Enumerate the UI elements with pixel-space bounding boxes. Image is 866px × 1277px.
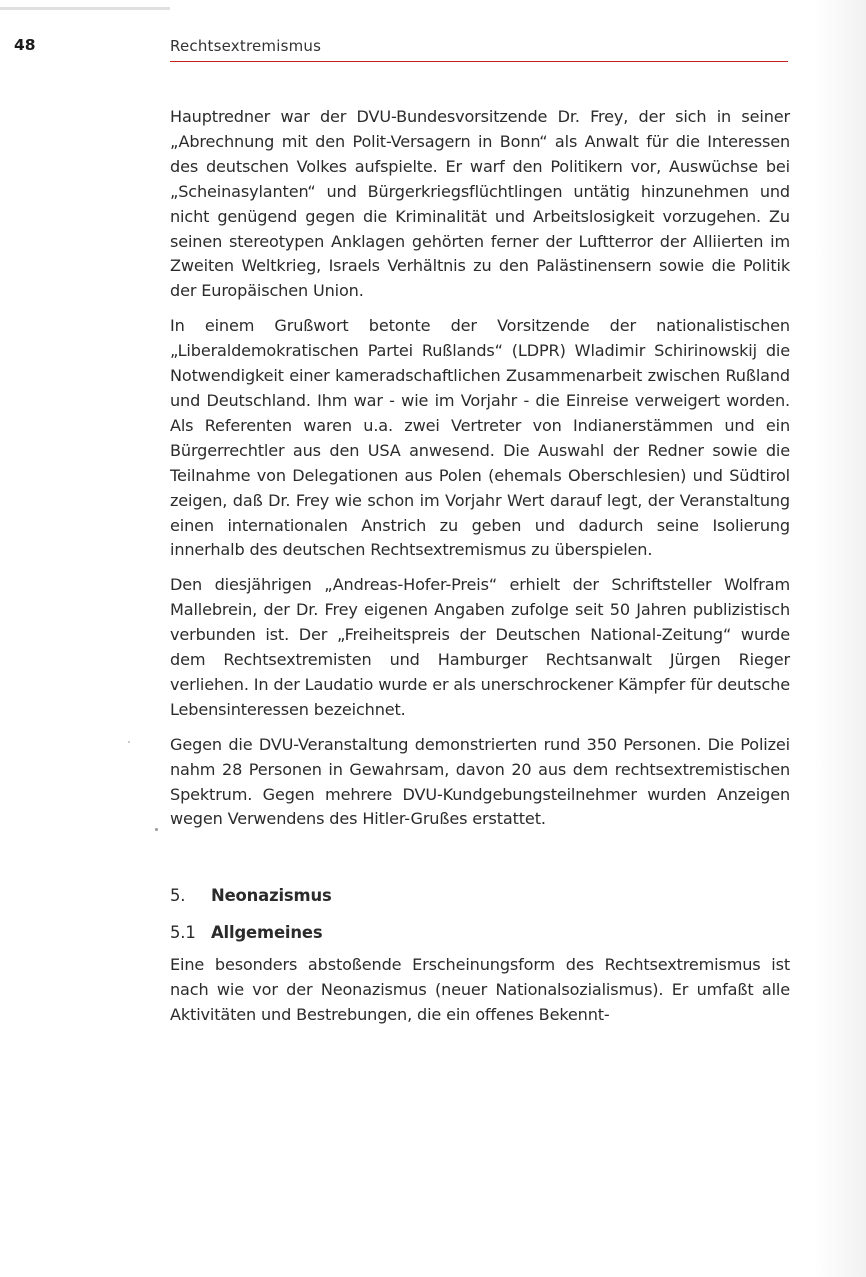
page-number: 48 (14, 36, 36, 54)
paragraph-4: Gegen die DVU-Veranstaltung demonstrierten rund 350 Personen. Die Polizei nahm 28 Personen in Gewahrsam, davon 20 aus dem rechtsextremistischen Spektrum. Gegen mehrere DVU-Kundgebungsteilnehmer wurden Anzeigen wegen Verwendens des Hitler-Grußes erstattet. (170, 734, 790, 829)
section-number: 5. (170, 886, 186, 906)
subsection-number: 5.1 (170, 923, 196, 943)
body-text (170, 105, 790, 1038)
header-rule (170, 61, 788, 62)
paragraph-3: Den diesjährigen „Andreas-Hofer-Preis“ erhielt der Schriftsteller Wolfram Mallebrein, der Dr. Frey eigenen Angaben zufolge seit 50 Jahren publizistisch verbunden ist. Der „Freiheitspreis der Deutschen National-Zeitung“ wurde dem Rechtsextremisten und Hamburger Rechtsanwalt Jürgen Rieger verliehen. In der Laudatio wurde er als unerschrockener Kämpfer für deutsche Lebensinteressen bezeichnet. (170, 575, 790, 719)
top-edge-rule (0, 7, 170, 10)
page-header (0, 34, 866, 64)
scan-speck (128, 741, 130, 743)
section-heading-5 (170, 883, 790, 908)
section-heading-5-1 (170, 920, 790, 945)
paragraph-5: Eine besonders abstoßende Erscheinungsform des Rechtsextremismus ist nach wie vor der Neonazismus (neuer Nationalsozialismus). Er umfaßt alle Aktivitäten und Bestrebungen, die ein offenes Bekennt- (170, 955, 790, 1025)
paragraph-1: Hauptredner war der DVU-Bundesvorsitzende Dr. Frey, der sich in seiner „Abrechnung mit den Polit-Versagern in Bonn“ als Anwalt für die Interessen des deutschen Volkes aufspielte. Er warf den Politikern vor, Auswüchse bei „Scheinasylanten“ und Bürgerkriegsflüchtlingen untätig hinzunehmen und nicht genügend gegen die Kriminalität und Arbeitslosigkeit vorzugehen. Zu seinen stereotypen Anklagen gehörten ferner der Luftterror der Alliierten im Zweiten Weltkrieg, Israels Verhältnis zu den Palästinensern sowie die Politik der Europäischen Union. (170, 107, 790, 301)
section-title: Neonazismus (211, 886, 332, 906)
subsection-title: Allgemeines (211, 923, 323, 943)
scan-speck (155, 828, 158, 831)
running-title: Rechtsextremismus (170, 37, 322, 55)
paragraph-2: In einem Grußwort betonte der Vorsitzende der nationalistischen „Liberaldemokratischen Partei Rußlands“ (LDPR) Wladimir Schirinowskij die Notwendigkeit einer kameradschaftlichen Zusammenarbeit zwischen Rußland und Deutschland. Ihm war - wie im Vorjahr - die Einreise verweigert worden. Als Referenten waren u.a. zwei Vertreter von Indianerstämmen und ein Bürgerrechtler aus den USA anwesend. Die Auswahl der Redner sowie die Teilnahme von Delegationen aus Polen (ehemals Oberschlesien) und Südtirol zeigen, daß Dr. Frey wie schon im Vorjahr Wert darauf legt, der Veranstaltung einen internationalen Anstrich zu geben und dadurch seine Isolierung innerhalb des deutschen Rechtsextremismus zu überspielen. (170, 316, 790, 560)
